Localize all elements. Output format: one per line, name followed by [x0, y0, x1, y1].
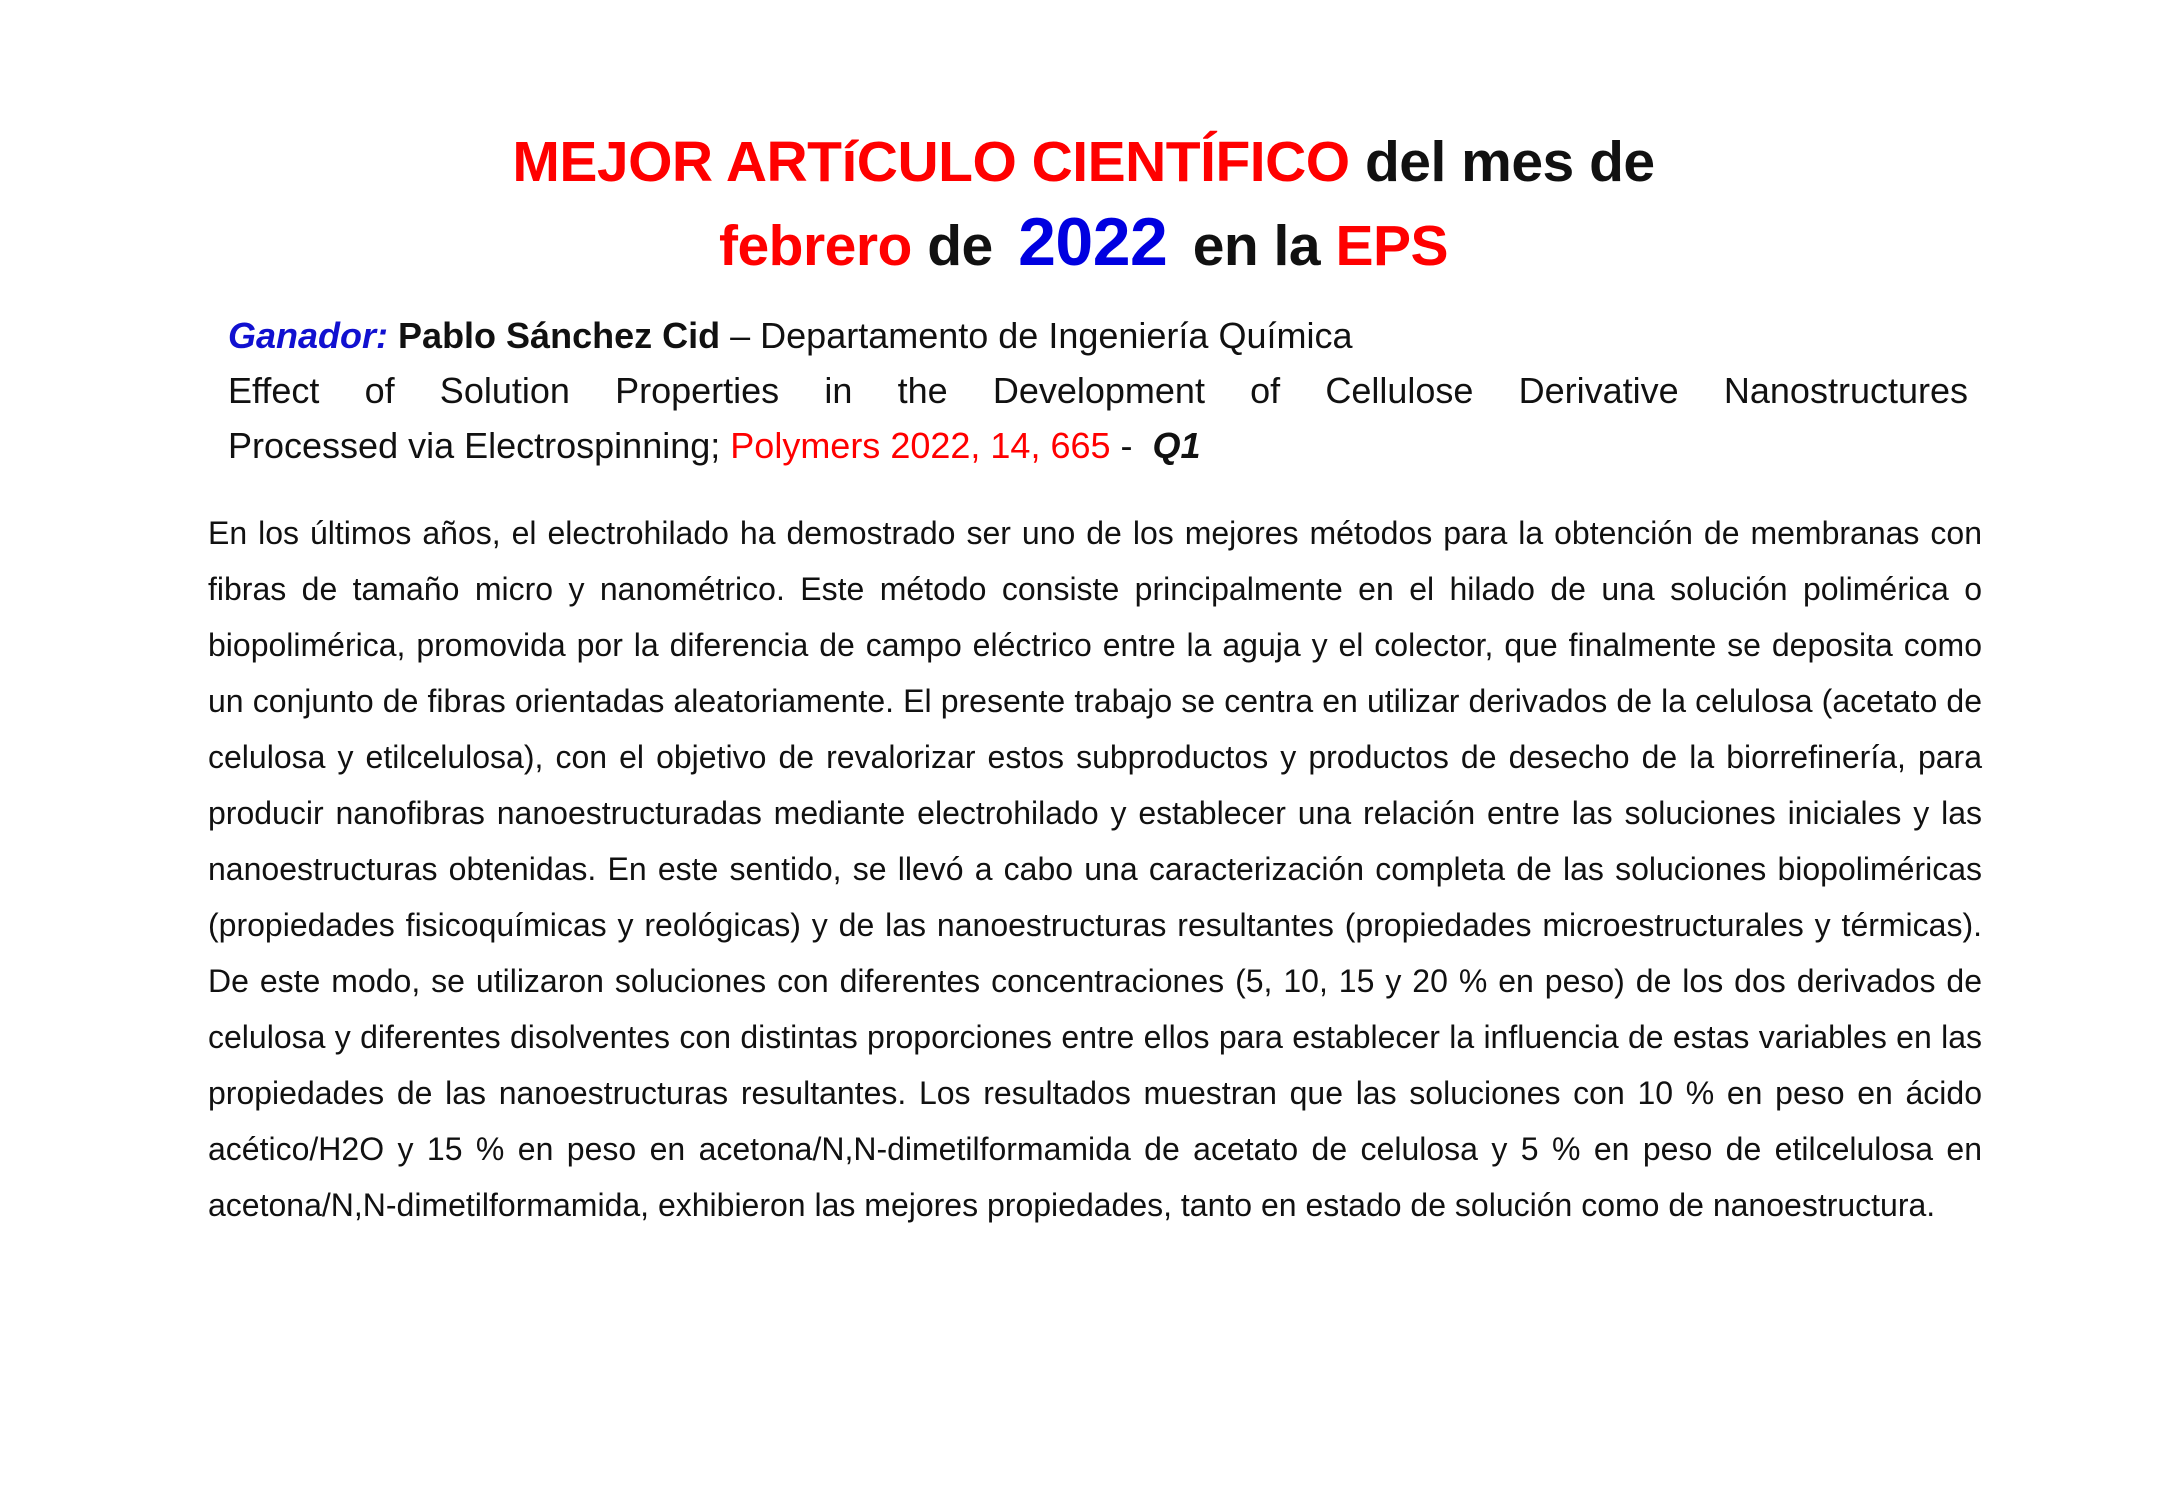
title-school: EPS [1335, 214, 1449, 278]
title-year: 2022 [1018, 204, 1168, 280]
title-en-la: en la [1192, 214, 1321, 278]
title-highlight: MEJOR ARTíCULO CIENTÍFICO [512, 130, 1350, 194]
page-title [0, 122, 2167, 286]
paper-title-line-1: Effect of Solution Properties in the Development of Cellulose Derivative Nanostructures [228, 370, 1968, 411]
reference-separator: - [1120, 425, 1133, 466]
title-line-2 [0, 202, 2167, 286]
winner-department: – Departamento de Ingeniería Química [730, 315, 1353, 356]
winner-block [228, 308, 1968, 473]
title-month: febrero [718, 214, 912, 278]
journal-reference: Polymers 2022, 14, 665 [730, 425, 1111, 466]
paper-title-end: Processed via Electrospinning; [228, 425, 721, 466]
title-line-1 [0, 122, 2167, 202]
winner-name: Pablo Sánchez Cid [398, 315, 721, 356]
paper-title-line-2 [228, 418, 1968, 473]
title-de: de [927, 214, 993, 278]
winner-label: Ganador: [228, 315, 389, 356]
title-suffix: del mes de [1364, 130, 1655, 194]
winner-line [228, 308, 1968, 363]
abstract-paragraph: En los últimos años, el electrohilado ha demostrado ser uno de los mejores métodos para la obtención de membranas con fibras de tamaño micro y nanométrico. Este método consiste principalmente en el hilado de una solución polimérica o biopolimérica, promovida por la diferencia de campo eléctrico entre la aguja y el colector, que finalmente se deposita como un conjunto de fibras orientadas aleatoriamente. El presente trabajo se centra en utilizar derivados de la celulosa (acetato de celulosa y etilcelulosa), con el objetivo de revalorizar estos subproductos y productos de desecho de la biorrefinería, para producir nanofibras nanoestructuradas mediante electrohilado y establecer una relación entre las soluciones iniciales y las nanoestructuras obtenidas. En este sentido, se llevó a cabo una caracterización completa de las soluciones biopoliméricas (propiedades fisicoquímicas y reológicas) y de las nanoestructuras resultantes (propiedades microestructurales y térmicas). De este modo, se utilizaron soluciones con diferentes concentraciones (5, 10, 15 y 20 % en peso) de los dos derivados de celulosa y diferentes disolventes con distintas proporciones entre ellos para establecer la influencia de estas variables en las propiedades de las nanoestructuras resultantes. Los resultados muestran que las soluciones con 10 % en peso en ácido acético/H2O y 15 % en peso en acetona/N,N-dimetilformamida de acetato de celulosa y 5 % en peso de etilcelulosa en acetona/N,N-dimetilformamida, exhibieron las mejores propiedades, tanto en estado de solución como de nanoestructura. [208, 515, 1982, 1223]
quartile-badge: Q1 [1152, 425, 1201, 466]
